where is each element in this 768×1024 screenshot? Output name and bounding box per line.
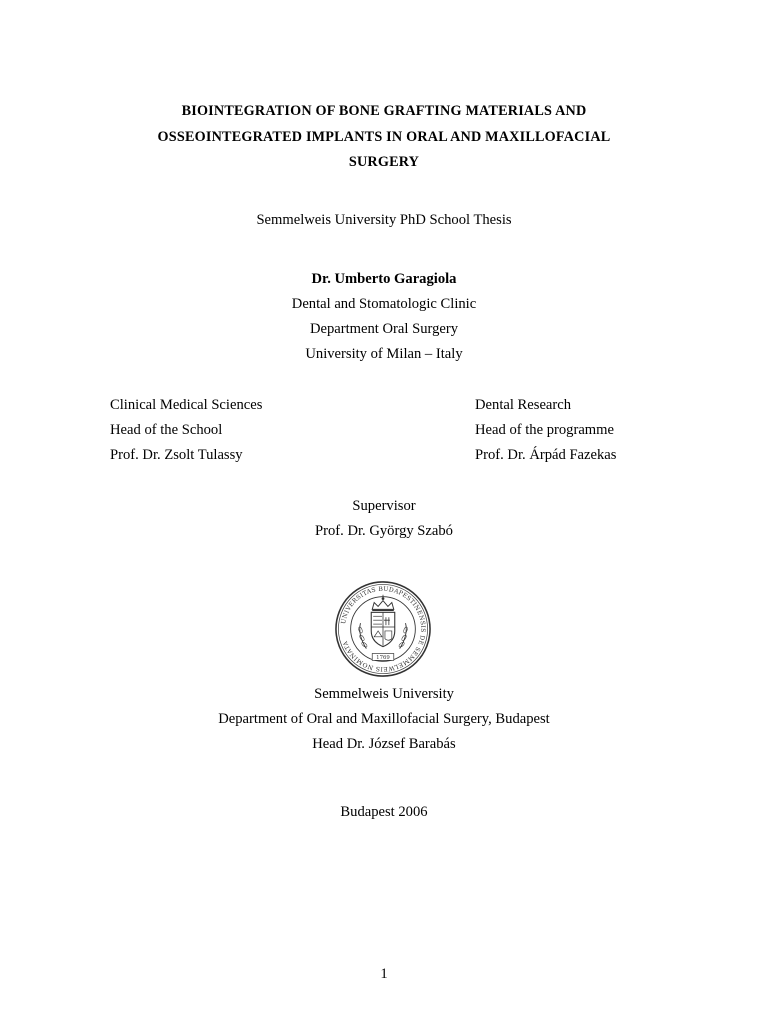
- institution-department: Department of Oral and Maxillofacial Surgery, Budapest: [218, 711, 550, 727]
- school-head-role: Head of the School: [110, 422, 223, 438]
- page-number: 1: [380, 966, 388, 982]
- author-clinic: Dental and Stomatologic Clinic: [291, 296, 477, 312]
- svg-text:1769: 1769: [376, 655, 390, 662]
- programme-head-name: Prof. Dr. Árpád Fazekas: [475, 447, 617, 463]
- thesis-title-line-2: OSSEOINTEGRATED IMPLANTS IN ORAL AND MAXILLOFACIAL: [157, 129, 611, 145]
- svg-text:UNIVERSITAS BUDAPESTINENSIS DE: UNIVERSITAS BUDAPESTINENSIS DE SEMMELWEIS NOMINATA: [340, 585, 427, 673]
- thesis-title-line-3: SURGERY: [348, 154, 420, 170]
- school-name: Clinical Medical Sciences: [110, 397, 263, 413]
- place-date: Budapest 2006: [340, 804, 428, 820]
- author-name: Dr. Umberto Garagiola: [311, 271, 457, 287]
- supervisor-name: Prof. Dr. György Szabó: [315, 523, 453, 539]
- thesis-subtitle: Semmelweis University PhD School Thesis: [256, 212, 512, 228]
- supervisor-label: Supervisor: [352, 498, 416, 514]
- institution-name: Semmelweis University: [314, 686, 454, 702]
- programme-name: Dental Research: [475, 397, 572, 413]
- university-seal-icon: [334, 580, 432, 678]
- school-head-name: Prof. Dr. Zsolt Tulassy: [110, 447, 243, 463]
- author-university: University of Milan – Italy: [305, 346, 463, 362]
- thesis-title-line-1: BIOINTEGRATION OF BONE GRAFTING MATERIALS AND: [181, 103, 587, 119]
- programme-head-role: Head of the programme: [475, 422, 614, 438]
- author-department: Department Oral Surgery: [309, 321, 459, 337]
- institution-head: Head Dr. József Barabás: [312, 736, 456, 752]
